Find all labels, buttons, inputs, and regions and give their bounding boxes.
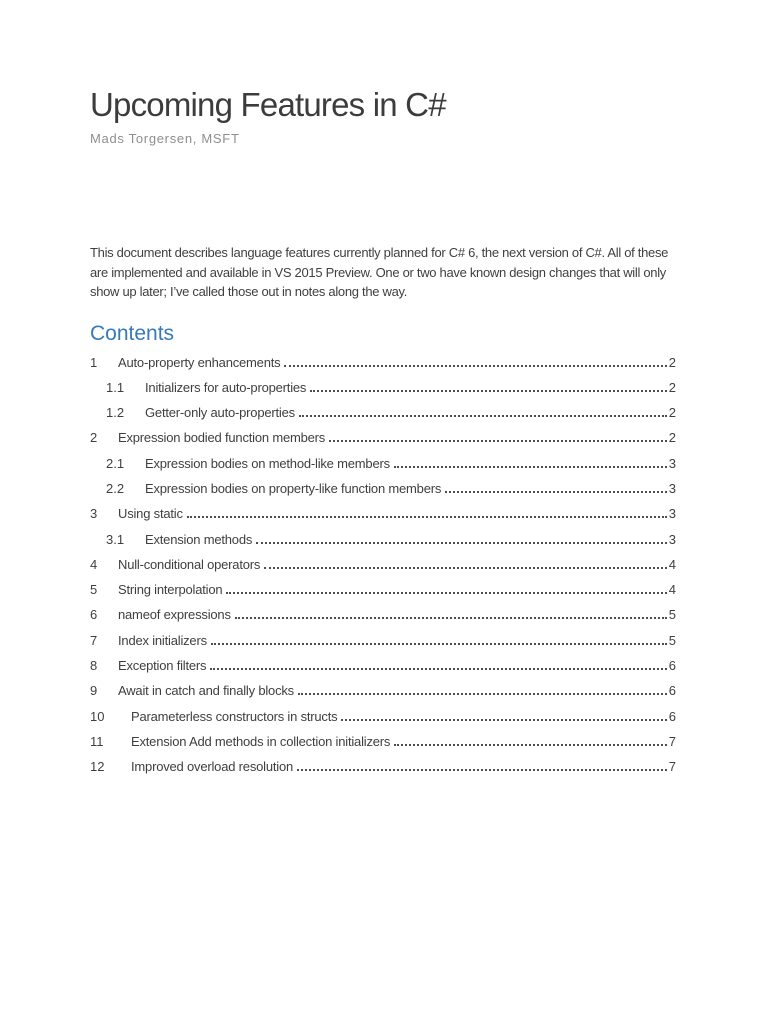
toc-number: 1: [90, 354, 98, 370]
toc-entry[interactable]: [90, 507, 676, 521]
toc-label: Null-conditional operators: [118, 556, 261, 572]
toc-number: 7: [90, 632, 98, 648]
toc-entry[interactable]: [90, 431, 676, 445]
toc-entry[interactable]: [90, 558, 676, 572]
toc-page-number: 7: [668, 759, 676, 775]
toc-dot-leader: [235, 617, 667, 619]
toc-page-number: 2: [668, 354, 676, 370]
toc-page-number: 2: [668, 379, 676, 395]
toc-number: 4: [90, 556, 98, 572]
toc-dot-leader: [445, 491, 667, 493]
toc-page-number: 5: [668, 632, 676, 648]
toc-label: nameof expressions: [118, 607, 231, 623]
toc-label: Using static: [118, 506, 183, 522]
toc-number: 5: [90, 582, 98, 598]
toc-entry[interactable]: [90, 684, 676, 698]
toc-label: Expression bodies on property-like function members: [145, 480, 442, 496]
toc-page-number: 6: [668, 683, 676, 699]
toc-entry[interactable]: [90, 381, 676, 395]
toc-label: Await in catch and finally blocks: [118, 683, 294, 699]
document-author: Mads Torgersen, MSFT: [90, 131, 240, 146]
toc-label: Auto-property enhancements: [118, 354, 281, 370]
toc-page-number: 3: [668, 480, 676, 496]
toc-label: Expression bodied function members: [118, 430, 326, 446]
toc-number: 1.1: [106, 379, 125, 395]
toc-number: 2.2: [106, 480, 125, 496]
toc-entry[interactable]: [90, 710, 676, 724]
document-title: Upcoming Features in C#: [90, 86, 446, 123]
toc-page-number: 3: [668, 506, 676, 522]
toc-number: 1.2: [106, 405, 125, 421]
toc-entry[interactable]: [90, 735, 676, 749]
toc-number: 9: [90, 683, 98, 699]
toc-label: Getter-only auto-properties: [145, 405, 295, 421]
toc-label: Exception filters: [118, 658, 207, 674]
toc-dot-leader: [297, 769, 667, 771]
contents-heading: Contents: [90, 321, 175, 345]
toc-page-number: 7: [668, 733, 676, 749]
toc-label: Extension methods: [145, 531, 253, 547]
toc-dot-leader: [299, 415, 667, 417]
toc-dot-leader: [187, 516, 667, 518]
toc-entry[interactable]: [90, 634, 676, 648]
toc-page-number: 5: [668, 607, 676, 623]
toc-dot-leader: [284, 365, 666, 367]
toc-dot-leader: [394, 744, 667, 746]
toc-dot-leader: [341, 719, 666, 721]
toc-entry[interactable]: [90, 659, 676, 673]
toc-dot-leader: [394, 466, 667, 468]
toc-page-number: 4: [668, 556, 676, 572]
toc-dot-leader: [226, 592, 666, 594]
toc-entry[interactable]: [90, 533, 676, 547]
toc-entry[interactable]: [90, 356, 676, 370]
toc-label: Index initializers: [118, 632, 207, 648]
toc-label: Parameterless constructors in structs: [131, 708, 338, 724]
toc-label: Improved overload resolution: [131, 759, 294, 775]
toc-label: Expression bodies on method-like members: [145, 455, 390, 471]
toc-page-number: 2: [668, 405, 676, 421]
toc-number: 8: [90, 658, 98, 674]
toc-entry[interactable]: [90, 457, 676, 471]
toc-label: String interpolation: [118, 582, 223, 598]
toc-number: 2: [90, 430, 98, 446]
toc-dot-leader: [264, 567, 667, 569]
toc-dot-leader: [210, 668, 666, 670]
toc-number: 3: [90, 506, 98, 522]
toc-dot-leader: [329, 440, 667, 442]
toc-label: Extension Add methods in collection initializers: [131, 733, 391, 749]
toc-number: 10: [90, 708, 105, 724]
toc-page-number: 3: [668, 455, 676, 471]
toc-label: Initializers for auto-properties: [145, 379, 307, 395]
toc-entry[interactable]: [90, 406, 676, 420]
toc-entry[interactable]: [90, 583, 676, 597]
table-of-contents: [90, 356, 676, 775]
toc-entry[interactable]: [90, 608, 676, 622]
toc-page-number: 4: [668, 582, 676, 598]
toc-dot-leader: [211, 643, 667, 645]
toc-page-number: 6: [668, 708, 676, 724]
intro-paragraph: This document describes language features currently planned for C# 6, the next version of C#. All of these are implemented and available in VS 2015 Preview. One or two have known design changes that will only show up later; I’ve called those out in notes along the way.: [90, 245, 669, 299]
toc-dot-leader: [298, 693, 667, 695]
toc-number: 11: [90, 733, 104, 749]
toc-page-number: 3: [668, 531, 676, 547]
toc-entry[interactable]: [90, 482, 676, 496]
toc-page-number: 2: [668, 430, 676, 446]
toc-dot-leader: [256, 542, 667, 544]
toc-number: 3.1: [106, 531, 125, 547]
toc-page-number: 6: [668, 658, 676, 674]
toc-number: 6: [90, 607, 98, 623]
toc-dot-leader: [310, 390, 667, 392]
toc-number: 2.1: [106, 455, 125, 471]
toc-entry[interactable]: [90, 760, 676, 774]
toc-number: 12: [90, 759, 105, 775]
